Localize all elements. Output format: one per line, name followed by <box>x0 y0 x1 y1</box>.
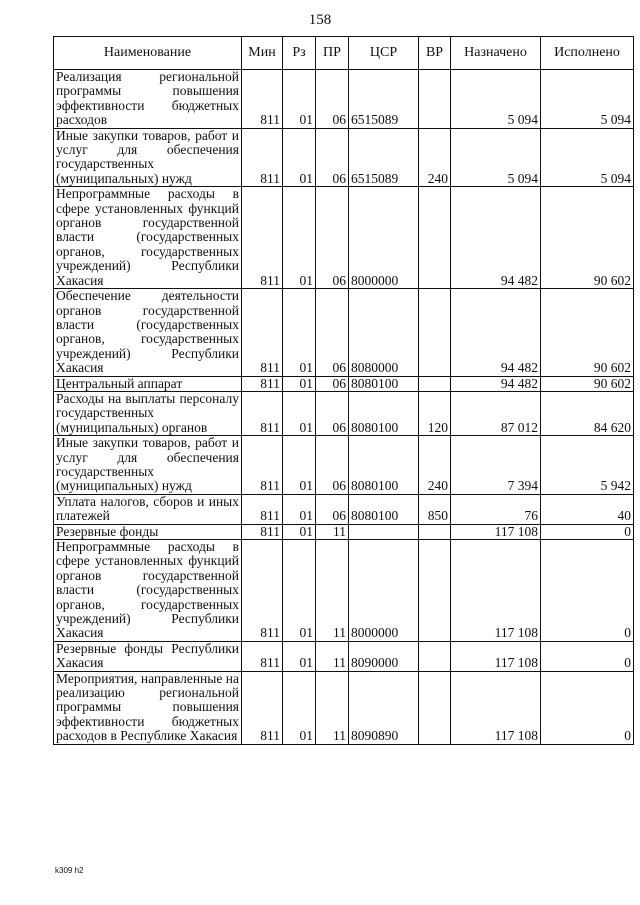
row-csr: 8080100 <box>349 494 419 524</box>
row-csr: 8080100 <box>349 391 419 435</box>
row-executed: 90 602 <box>541 187 634 289</box>
row-vr: 120 <box>419 391 451 435</box>
row-rz: 01 <box>283 524 316 539</box>
row-executed: 0 <box>541 540 634 642</box>
row-pr: 06 <box>316 187 349 289</box>
row-planned: 76 <box>451 494 541 524</box>
row-min: 811 <box>242 187 283 289</box>
budget-table <box>53 36 634 745</box>
row-vr <box>419 376 451 391</box>
row-pr: 06 <box>316 436 349 495</box>
row-pr: 06 <box>316 391 349 435</box>
header-rz: Рз <box>283 37 316 70</box>
header-planned: Назначено <box>451 37 541 70</box>
row-name: Иные закупки товаров, работ и услуг для обеспечения государственных (муниципальных) нужд <box>54 128 242 187</box>
row-planned: 7 394 <box>451 436 541 495</box>
row-pr: 06 <box>316 289 349 376</box>
row-executed: 40 <box>541 494 634 524</box>
table-row <box>54 376 634 391</box>
row-min: 811 <box>242 524 283 539</box>
row-name: Резервные фонды Республики Хакасия <box>54 641 242 671</box>
table-row <box>54 187 634 289</box>
row-name: Уплата налогов, сборов и иных платежей <box>54 494 242 524</box>
row-csr: 8080100 <box>349 436 419 495</box>
row-executed: 0 <box>541 671 634 744</box>
row-executed: 90 602 <box>541 289 634 376</box>
row-rz: 01 <box>283 494 316 524</box>
row-planned: 117 108 <box>451 641 541 671</box>
header-vr: ВР <box>419 37 451 70</box>
row-min: 811 <box>242 128 283 187</box>
row-vr <box>419 70 451 129</box>
row-executed: 0 <box>541 641 634 671</box>
row-vr <box>419 187 451 289</box>
row-vr: 240 <box>419 436 451 495</box>
row-min: 811 <box>242 376 283 391</box>
row-csr: 6515089 <box>349 70 419 129</box>
table-row <box>54 540 634 642</box>
row-csr: 6515089 <box>349 128 419 187</box>
row-executed: 90 602 <box>541 376 634 391</box>
row-executed: 5 094 <box>541 70 634 129</box>
row-name: Реализация региональной программы повышения эффективности бюджетных расходов <box>54 70 242 129</box>
row-vr <box>419 540 451 642</box>
table-row <box>54 289 634 376</box>
row-rz: 01 <box>283 187 316 289</box>
table-row <box>54 70 634 129</box>
table-row <box>54 641 634 671</box>
row-pr: 11 <box>316 671 349 744</box>
row-rz: 01 <box>283 540 316 642</box>
page-number: 158 <box>308 12 332 28</box>
header-pr: ПР <box>316 37 349 70</box>
row-pr: 06 <box>316 128 349 187</box>
row-pr: 06 <box>316 494 349 524</box>
row-name: Центральный аппарат <box>54 376 242 391</box>
row-planned: 94 482 <box>451 376 541 391</box>
row-rz: 01 <box>283 376 316 391</box>
row-planned: 5 094 <box>451 70 541 129</box>
row-executed: 0 <box>541 524 634 539</box>
row-vr <box>419 641 451 671</box>
row-planned: 117 108 <box>451 671 541 744</box>
row-rz: 01 <box>283 289 316 376</box>
row-rz: 01 <box>283 436 316 495</box>
row-name: Расходы на выплаты персоналу государственных (муниципальных) органов <box>54 391 242 435</box>
row-pr: 11 <box>316 641 349 671</box>
row-min: 811 <box>242 70 283 129</box>
row-planned: 117 108 <box>451 540 541 642</box>
row-planned: 87 012 <box>451 391 541 435</box>
table-row <box>54 524 634 539</box>
row-min: 811 <box>242 671 283 744</box>
row-csr: 8080000 <box>349 289 419 376</box>
row-min: 811 <box>242 391 283 435</box>
row-pr: 11 <box>316 524 349 539</box>
row-vr <box>419 289 451 376</box>
table-row <box>54 128 634 187</box>
row-rz: 01 <box>283 70 316 129</box>
row-min: 811 <box>242 641 283 671</box>
table-row <box>54 391 634 435</box>
row-rz: 01 <box>283 641 316 671</box>
row-planned: 94 482 <box>451 187 541 289</box>
row-csr: 8000000 <box>349 187 419 289</box>
row-csr: 8090890 <box>349 671 419 744</box>
row-pr: 06 <box>316 376 349 391</box>
row-min: 811 <box>242 436 283 495</box>
row-name: Непрограммные расходы в сфере установленных функций органов государственной власти (государственных органов, государственных учреждений) Республики Хакасия <box>54 540 242 642</box>
row-executed: 5 094 <box>541 128 634 187</box>
header-name: Наименование <box>54 37 242 70</box>
row-csr: 8080100 <box>349 376 419 391</box>
footer-code: k309 h2 <box>55 866 84 875</box>
row-csr <box>349 524 419 539</box>
row-vr: 240 <box>419 128 451 187</box>
row-vr: 850 <box>419 494 451 524</box>
row-vr <box>419 671 451 744</box>
header-csr: ЦСР <box>349 37 419 70</box>
row-min: 811 <box>242 494 283 524</box>
row-planned: 117 108 <box>451 524 541 539</box>
row-min: 811 <box>242 540 283 642</box>
row-rz: 01 <box>283 128 316 187</box>
row-planned: 94 482 <box>451 289 541 376</box>
table-row <box>54 494 634 524</box>
row-executed: 5 942 <box>541 436 634 495</box>
row-name: Обеспечение деятельности органов государственной власти (государственных органов, государственных учреждений) Республики Хакасия <box>54 289 242 376</box>
row-pr: 11 <box>316 540 349 642</box>
row-name: Мероприятия, направленные на реализацию региональной программы повышения эффективности бюджетных расходов в Республике Хакасия <box>54 671 242 744</box>
table-row <box>54 436 634 495</box>
row-vr <box>419 524 451 539</box>
header-executed: Исполнено <box>541 37 634 70</box>
row-planned: 5 094 <box>451 128 541 187</box>
row-name: Непрограммные расходы в сфере установленных функций органов государственной власти (государственных органов, государственных учреждений) Республики Хакасия <box>54 187 242 289</box>
row-executed: 84 620 <box>541 391 634 435</box>
row-rz: 01 <box>283 671 316 744</box>
row-csr: 8090000 <box>349 641 419 671</box>
row-name: Резервные фонды <box>54 524 242 539</box>
header-min: Мин <box>242 37 283 70</box>
row-rz: 01 <box>283 391 316 435</box>
table-row <box>54 671 634 744</box>
row-csr: 8000000 <box>349 540 419 642</box>
table-header-row <box>54 37 634 70</box>
row-pr: 06 <box>316 70 349 129</box>
row-name: Иные закупки товаров, работ и услуг для обеспечения государственных (муниципальных) нужд <box>54 436 242 495</box>
row-min: 811 <box>242 289 283 376</box>
